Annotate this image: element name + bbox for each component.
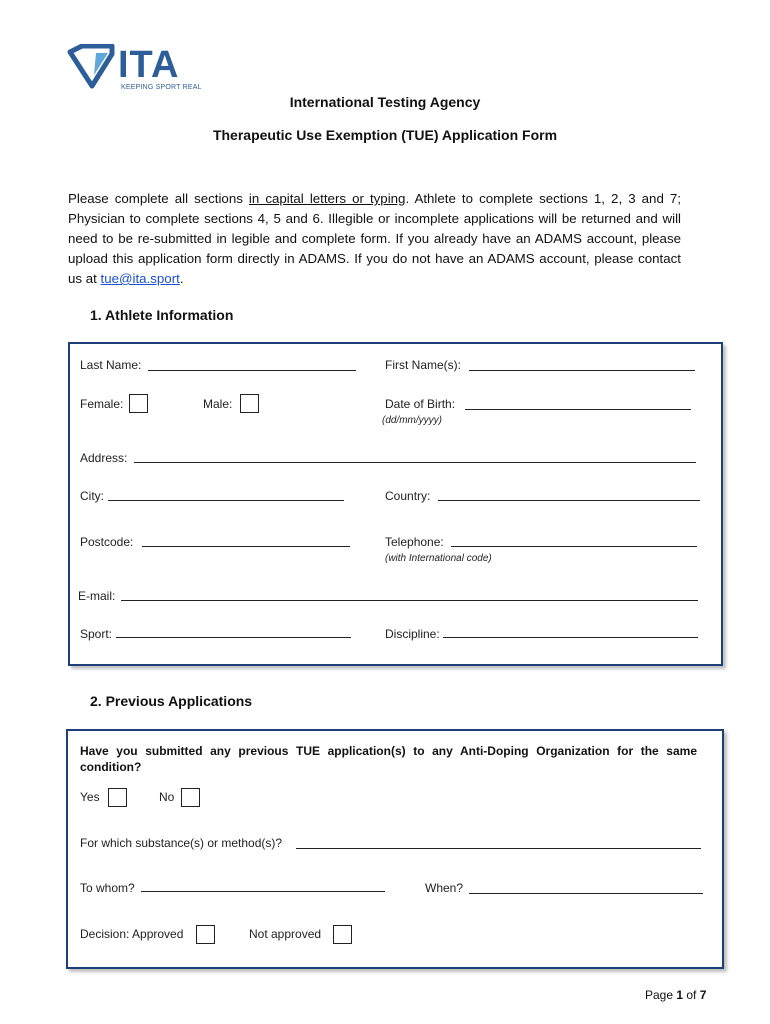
instructions-text-end: . <box>179 271 184 286</box>
male-checkbox[interactable] <box>240 394 259 413</box>
contact-email-link[interactable]: tue@ita.sport <box>100 271 180 286</box>
instructions-text-body: . Athlete to complete sections 1, 2, 3 and 7; Physician to complete sections 4, 5 and 6. Illegible or incomplete applications will be returned and will need to be re-submitted in legible and complete form. If you already have an ADAMS account, please upload this application form directly in ADAMS. If you do not have an ADAMS account, please contact us at <box>68 191 681 286</box>
when-field[interactable] <box>469 893 703 894</box>
address-field[interactable] <box>134 462 696 463</box>
shield-logo-icon <box>66 44 116 90</box>
telephone-hint: (with International code) <box>385 553 492 564</box>
date-of-birth-label: Date of Birth: <box>385 397 456 411</box>
instructions-underlined: in capital letters or typing <box>248 191 406 206</box>
page-number <box>645 988 706 1002</box>
last-name-label: Last Name: <box>80 358 142 372</box>
city-label: City: <box>80 489 104 503</box>
decision-approved-label: Decision: Approved <box>80 927 184 941</box>
substance-label: For which substance(s) or method(s)? <box>80 836 283 850</box>
discipline-field[interactable] <box>443 637 698 638</box>
agency-title: International Testing Agency <box>289 94 481 110</box>
instructions-text-start: Please complete all sections <box>68 191 249 206</box>
no-checkbox[interactable] <box>181 788 200 807</box>
section-1-title: 1. Athlete Information <box>90 307 234 323</box>
instructions-paragraph <box>68 189 681 289</box>
substance-field[interactable] <box>296 848 701 849</box>
not-approved-checkbox[interactable] <box>333 925 352 944</box>
postcode-field[interactable] <box>142 546 350 547</box>
yes-checkbox[interactable] <box>108 788 127 807</box>
previous-application-question: Have you submitted any previous TUE application(s) to any Anti-Doping Organization for the same condition? <box>80 744 697 774</box>
logo-wordmark: ITA <box>118 44 180 86</box>
email-label: E-mail: <box>78 589 116 603</box>
telephone-field[interactable] <box>451 546 697 547</box>
logo-tagline: KEEPING SPORT REAL <box>121 84 202 91</box>
yes-label: Yes <box>80 790 100 804</box>
not-approved-label: Not approved <box>249 927 322 941</box>
country-field[interactable] <box>438 500 700 501</box>
no-label: No <box>159 790 175 804</box>
to-whom-field[interactable] <box>141 891 385 892</box>
sport-field[interactable] <box>116 637 351 638</box>
first-names-field[interactable] <box>469 370 695 371</box>
discipline-label: Discipline: <box>385 627 440 641</box>
first-names-label: First Name(s): <box>385 358 461 372</box>
when-label: When? <box>425 881 464 895</box>
sport-label: Sport: <box>80 627 113 641</box>
total-pages: 7 <box>699 988 707 1002</box>
section-2-title: 2. Previous Applications <box>90 693 253 709</box>
current-page: 1 <box>676 988 684 1002</box>
date-of-birth-field[interactable] <box>465 409 691 410</box>
form-title: Therapeutic Use Exemption (TUE) Application Form <box>212 127 558 143</box>
male-label: Male: <box>203 397 233 411</box>
to-whom-label: To whom? <box>80 881 135 895</box>
approved-checkbox[interactable] <box>196 925 215 944</box>
female-checkbox[interactable] <box>129 394 148 413</box>
postcode-label: Postcode: <box>80 535 134 549</box>
female-label: Female: <box>80 397 124 411</box>
country-label: Country: <box>385 489 431 503</box>
date-format-hint: (dd/mm/yyyy) <box>382 415 442 426</box>
page-prefix: Page <box>645 988 677 1002</box>
last-name-field[interactable] <box>148 370 356 371</box>
city-field[interactable] <box>108 500 344 501</box>
address-label: Address: <box>80 451 128 465</box>
athlete-information-box <box>68 342 723 666</box>
telephone-label: Telephone: <box>385 535 444 549</box>
email-field[interactable] <box>121 600 698 601</box>
page-of: of <box>683 988 700 1002</box>
